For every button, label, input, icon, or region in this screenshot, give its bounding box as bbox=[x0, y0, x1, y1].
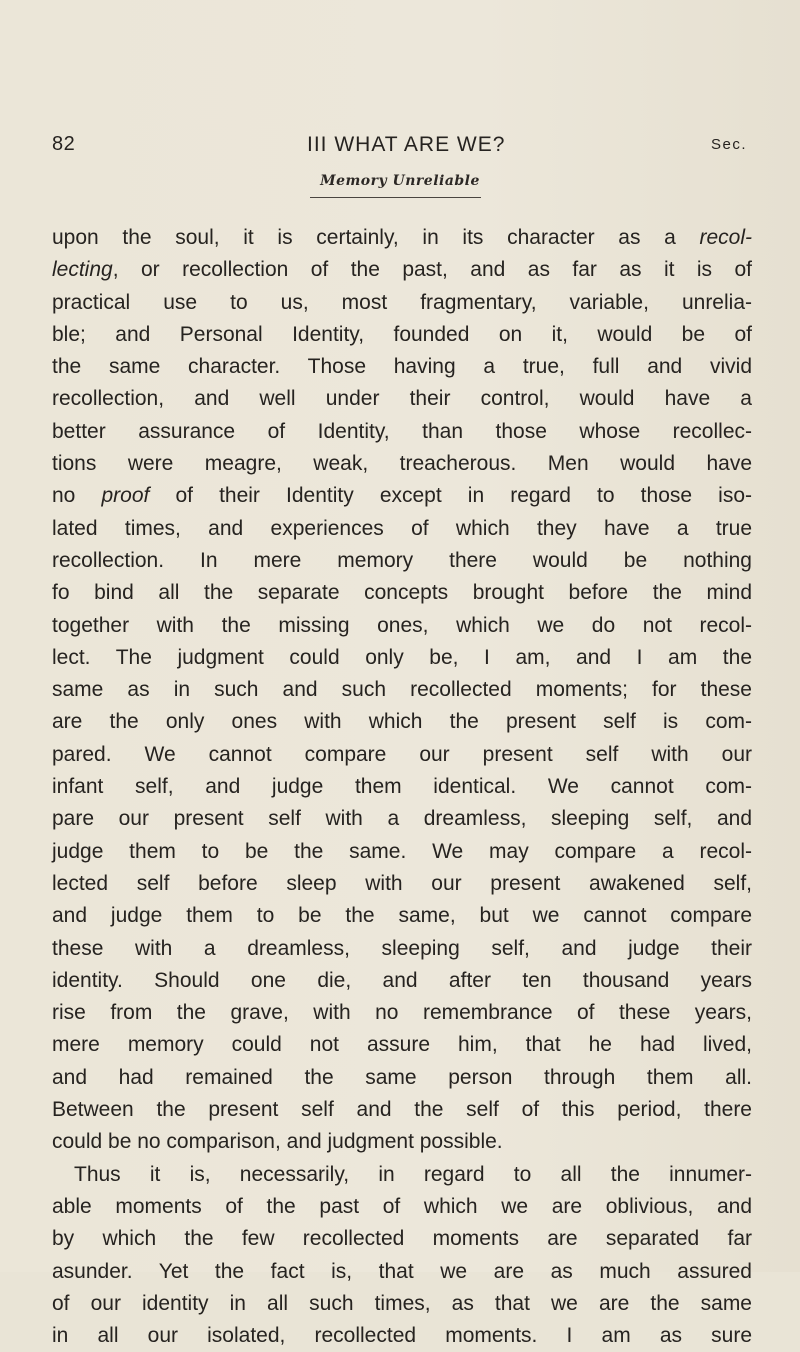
page-header bbox=[52, 133, 752, 163]
text-line bbox=[52, 1029, 752, 1061]
text-line bbox=[52, 513, 752, 545]
text-segment: and judge them to be the same, but we cannot compare bbox=[52, 904, 752, 928]
text-segment: identity. Should one die, and after ten thousand years bbox=[52, 968, 752, 992]
text-segment: , or recollection of the past, and as far as it is of bbox=[112, 258, 752, 282]
text-line bbox=[52, 1159, 752, 1191]
text-line bbox=[52, 480, 752, 512]
text-segment: the same character. Those having a true, full and vivid bbox=[52, 355, 752, 379]
text-line bbox=[52, 1320, 752, 1352]
page-number: 82 bbox=[52, 133, 76, 155]
text-segment: same as in such and such recollected moments; for these bbox=[52, 678, 752, 702]
text-line bbox=[52, 933, 752, 965]
text-line bbox=[52, 416, 752, 448]
text-line bbox=[52, 383, 752, 415]
text-line bbox=[52, 642, 752, 674]
text-line bbox=[52, 448, 752, 480]
text-segment: able moments of the past of which we are oblivious, and bbox=[52, 1194, 752, 1218]
running-title: III WHAT ARE WE? bbox=[307, 133, 506, 156]
text-segment: practical use to us, most fragmentary, variable, unrelia- bbox=[52, 290, 752, 314]
text-segment: pared. We cannot compare our present self with our bbox=[52, 742, 752, 766]
body-text bbox=[52, 222, 752, 1352]
text-line bbox=[52, 739, 752, 771]
text-segment: together with the missing ones, which we do not recol- bbox=[52, 613, 752, 637]
text-line bbox=[52, 836, 752, 868]
text-segment: Thus it is, necessarily, in regard to all the innumer- bbox=[74, 1162, 752, 1186]
text-line bbox=[52, 351, 752, 383]
text-line bbox=[52, 965, 752, 997]
text-segment: fo bind all the separate concepts brought before the mind bbox=[52, 581, 752, 605]
text-segment: in all our isolated, recollected moments. I am as sure bbox=[52, 1324, 752, 1348]
text-segment: pare our present self with a dreamless, sleeping self, and bbox=[52, 807, 752, 831]
italic-text: proof bbox=[101, 484, 150, 508]
text-segment: lated times, and experiences of which they have a true bbox=[52, 516, 752, 540]
text-segment: and had remained the same person through them all. bbox=[52, 1065, 752, 1089]
text-line bbox=[52, 1126, 752, 1158]
text-line bbox=[52, 222, 752, 254]
text-line bbox=[52, 1288, 752, 1320]
text-line bbox=[52, 577, 752, 609]
text-line bbox=[52, 771, 752, 803]
text-line bbox=[52, 868, 752, 900]
text-segment: rise from the grave, with no remembrance of these years, bbox=[52, 1001, 752, 1025]
text-segment: Between the present self and the self of this period, there bbox=[52, 1098, 752, 1122]
text-line bbox=[52, 545, 752, 577]
text-line bbox=[52, 706, 752, 738]
text-line bbox=[52, 1223, 752, 1255]
text-line bbox=[52, 1191, 752, 1223]
text-segment: tions were meagre, weak, treacherous. Men would have bbox=[52, 452, 752, 476]
text-segment: of their Identity except in regard to those iso- bbox=[149, 484, 752, 508]
text-line bbox=[52, 254, 752, 286]
text-segment: better assurance of Identity, than those whose recollec- bbox=[52, 419, 752, 443]
text-segment: recollection, and well under their control, would have a bbox=[52, 387, 752, 411]
text-segment: lected self before sleep with our present awakened self, bbox=[52, 871, 752, 895]
section-mark: Sec. bbox=[710, 136, 747, 153]
text-line bbox=[52, 900, 752, 932]
text-segment: infant self, and judge them identical. We cannot com- bbox=[52, 775, 752, 799]
text-segment: asunder. Yet the fact is, that we are as much assured bbox=[52, 1259, 752, 1283]
text-segment: upon the soul, it is certainly, in its character as a bbox=[52, 226, 700, 249]
text-line bbox=[52, 997, 752, 1029]
text-segment: could be no comparison, and judgment possible. bbox=[52, 1130, 503, 1154]
text-line bbox=[52, 1094, 752, 1126]
text-segment: judge them to be the same. We may compare a recol- bbox=[52, 839, 752, 863]
marginal-subheading: Memory Unreliable bbox=[320, 173, 480, 189]
text-line bbox=[52, 1062, 752, 1094]
italic-text: recol- bbox=[699, 226, 752, 249]
text-segment: no bbox=[52, 484, 102, 508]
text-segment: these with a dreamless, sleeping self, and judge their bbox=[52, 936, 752, 960]
heading-rule bbox=[310, 197, 481, 198]
text-segment: ble; and Personal Identity, founded on it, would be of bbox=[52, 322, 752, 346]
text-segment: lect. The judgment could only be, I am, and I am the bbox=[52, 645, 752, 669]
italic-text: lecting bbox=[52, 258, 113, 282]
text-segment: are the only ones with which the present self is com- bbox=[52, 710, 752, 734]
text-segment: by which the few recollected moments are separated far bbox=[52, 1227, 752, 1251]
text-line bbox=[52, 610, 752, 642]
text-line bbox=[52, 803, 752, 835]
text-line bbox=[52, 674, 752, 706]
text-segment: mere memory could not assure him, that he had lived, bbox=[52, 1033, 752, 1057]
text-segment: recollection. In mere memory there would be nothing bbox=[52, 548, 752, 572]
text-line bbox=[52, 287, 752, 319]
text-segment: of our identity in all such times, as that we are the same bbox=[52, 1291, 752, 1315]
text-line bbox=[52, 319, 752, 351]
